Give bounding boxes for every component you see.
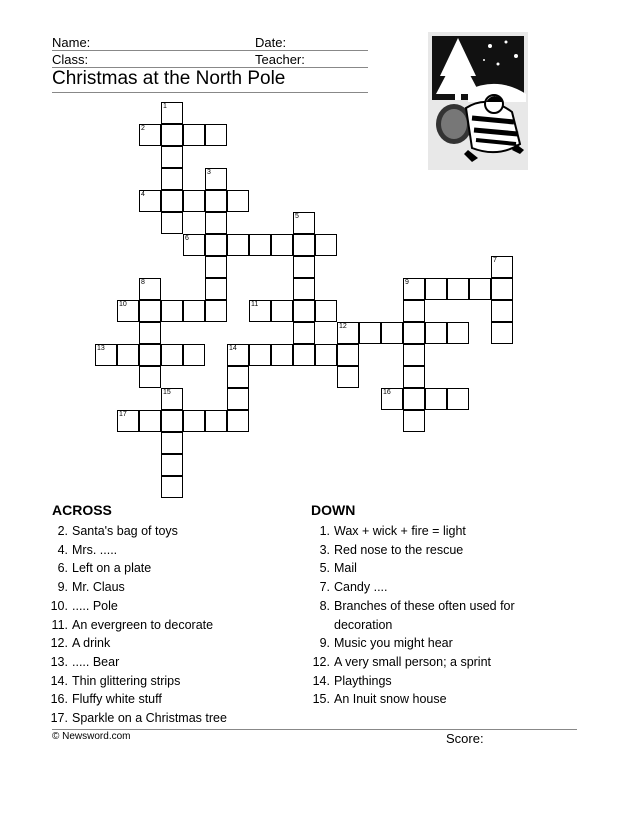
grid-cell[interactable]	[227, 410, 249, 432]
clue-text: ..... Bear	[72, 654, 120, 669]
across-clue	[32, 634, 272, 653]
grid-cell[interactable]	[183, 124, 205, 146]
grid-cell[interactable]	[161, 410, 183, 432]
clue-number-label: 14.	[312, 673, 330, 688]
clue-text: Red nose to the rescue	[334, 542, 464, 557]
clue-text: Left on a plate	[72, 561, 152, 576]
grid-cell[interactable]	[447, 388, 469, 410]
clue-text: An Inuit snow house	[334, 692, 447, 707]
clue-number: 13	[97, 345, 105, 352]
grid-cell[interactable]	[359, 322, 381, 344]
clue-number-label: 12.	[312, 654, 330, 669]
grid-cell[interactable]	[271, 344, 293, 366]
date-label: Date:	[255, 35, 287, 50]
grid-cell[interactable]	[425, 322, 447, 344]
grid-cell[interactable]	[183, 234, 205, 256]
grid-cell[interactable]	[403, 388, 425, 410]
grid-cell[interactable]	[139, 300, 161, 322]
clue-number: 4	[141, 191, 145, 198]
clue-text: Sparkle on a Christmas tree	[72, 711, 227, 726]
grid-cell[interactable]	[139, 124, 161, 146]
clue-number-label: 12.	[50, 636, 68, 651]
down-clue-list	[294, 522, 554, 709]
grid-cell[interactable]	[183, 410, 205, 432]
page-title: Christmas at the North Pole	[52, 68, 286, 89]
grid-cell[interactable]	[205, 168, 227, 190]
down-clue	[294, 578, 554, 597]
clue-text: An evergreen to decorate	[72, 617, 214, 632]
clue-text: A drink	[72, 636, 111, 651]
down-clue	[294, 597, 554, 634]
clue-number: 1	[163, 103, 167, 110]
clue-number-label: 16.	[50, 692, 68, 707]
across-clue	[32, 522, 272, 541]
across-clue	[32, 690, 272, 709]
grid-cell[interactable]	[161, 432, 183, 454]
down-clue	[294, 541, 554, 560]
grid-cell[interactable]	[205, 410, 227, 432]
grid-cell[interactable]	[227, 366, 249, 388]
grid-cell[interactable]	[249, 300, 271, 322]
grid-cell[interactable]	[227, 190, 249, 212]
grid-cell[interactable]	[337, 344, 359, 366]
grid-cell[interactable]	[161, 190, 183, 212]
clue-text: Thin glittering strips	[72, 673, 181, 688]
across-clue	[32, 672, 272, 691]
grid-cell[interactable]	[227, 234, 249, 256]
clue-number: 11	[251, 301, 259, 308]
down-clue	[294, 634, 554, 653]
grid-cell[interactable]	[315, 344, 337, 366]
clue-number-label: 8.	[319, 598, 330, 613]
clue-number-label: 14.	[50, 673, 68, 688]
clue-number-label: 1.	[319, 524, 330, 538]
grid-cell[interactable]	[161, 124, 183, 146]
clue-number: 2	[141, 125, 145, 132]
across-clue	[32, 616, 272, 635]
clue-text: Mr. Claus	[72, 580, 125, 595]
clue-text: Santa's bag of toys	[72, 524, 178, 538]
clue-number: 16	[383, 389, 391, 396]
grid-cell[interactable]	[205, 278, 227, 300]
teacher-label: Teacher:	[255, 52, 305, 67]
clue-number-label: 9.	[57, 580, 68, 595]
clue-number: 8	[141, 279, 145, 286]
grid-cell[interactable]	[271, 234, 293, 256]
grid-cell[interactable]	[183, 190, 205, 212]
grid-cell[interactable]	[117, 300, 139, 322]
grid-cell[interactable]	[447, 322, 469, 344]
grid-cell[interactable]	[117, 410, 139, 432]
clue-number-label: 9.	[319, 636, 330, 651]
across-heading: ACROSS	[52, 502, 112, 518]
name-label: Name:	[52, 35, 91, 50]
clue-number-label: 2.	[57, 524, 68, 538]
grid-cell[interactable]	[403, 410, 425, 432]
down-clue	[294, 690, 554, 709]
down-heading: DOWN	[311, 502, 356, 518]
grid-cell[interactable]	[447, 278, 469, 300]
clue-number-label: 3.	[319, 542, 330, 557]
grid-cell[interactable]	[491, 278, 513, 300]
clue-number-label: 17.	[50, 711, 68, 726]
grid-cell[interactable]	[139, 366, 161, 388]
clue-number: 15	[163, 389, 171, 396]
down-clue	[294, 672, 554, 691]
clue-text: ..... Pole	[72, 598, 118, 613]
clue-number-label: 10.	[50, 598, 68, 613]
clue-number-label: 7.	[319, 580, 330, 595]
clue-number: 3	[207, 169, 211, 176]
grid-cell[interactable]	[249, 344, 271, 366]
grid-cell[interactable]	[491, 322, 513, 344]
grid-cell[interactable]	[227, 344, 249, 366]
clue-number: 7	[493, 257, 497, 264]
clue-number-label: 5.	[319, 561, 330, 576]
clue-text: A very small person; a sprint	[334, 654, 492, 669]
grid-cell[interactable]	[205, 234, 227, 256]
clue-number-label: 15.	[312, 692, 330, 707]
across-clue	[32, 653, 272, 672]
clue-text: Music you might hear	[334, 636, 453, 651]
copyright-text: © Newsword.com	[52, 731, 131, 742]
across-clue	[32, 559, 272, 578]
score-label: Score:	[446, 731, 484, 746]
grid-cell[interactable]	[161, 476, 183, 498]
clue-text: Candy ....	[334, 580, 388, 595]
grid-cell[interactable]	[139, 190, 161, 212]
clue-text: Playthings	[334, 673, 392, 688]
grid-cell[interactable]	[205, 190, 227, 212]
grid-cell[interactable]	[293, 322, 315, 344]
grid-cell[interactable]	[381, 322, 403, 344]
clue-number: 17	[119, 411, 127, 418]
clue-text: Branches of these often used for decoration	[334, 598, 515, 632]
grid-cell[interactable]	[161, 344, 183, 366]
grid-cell[interactable]	[381, 388, 403, 410]
across-clue	[32, 709, 272, 728]
grid-cell[interactable]	[161, 102, 183, 124]
footer-divider	[52, 729, 577, 730]
grid-cell[interactable]	[403, 300, 425, 322]
down-clue	[294, 653, 554, 672]
grid-cell[interactable]	[293, 234, 315, 256]
grid-cell[interactable]	[425, 278, 447, 300]
clue-text: Wax + wick + fire = light	[334, 524, 466, 538]
grid-cell[interactable]	[293, 344, 315, 366]
clue-number: 10	[119, 301, 127, 308]
grid-cell[interactable]	[205, 124, 227, 146]
grid-cell[interactable]	[469, 278, 491, 300]
clue-text: Mail	[334, 561, 357, 576]
grid-cell[interactable]	[205, 256, 227, 278]
grid-cell[interactable]	[161, 388, 183, 410]
clue-number: 14	[229, 345, 237, 352]
grid-cell[interactable]	[293, 278, 315, 300]
grid-cell[interactable]	[337, 322, 359, 344]
grid-cell[interactable]	[293, 212, 315, 234]
grid-cell[interactable]	[403, 278, 425, 300]
clue-number: 12	[339, 323, 347, 330]
across-clue	[32, 578, 272, 597]
grid-cell[interactable]	[491, 300, 513, 322]
grid-cell[interactable]	[293, 256, 315, 278]
grid-cell[interactable]	[161, 300, 183, 322]
clue-text: Mrs. .....	[72, 542, 118, 557]
grid-cell[interactable]	[139, 344, 161, 366]
clue-number-label: 13.	[50, 654, 68, 669]
grid-cell[interactable]	[491, 256, 513, 278]
clue-number-label: 6.	[57, 561, 68, 576]
grid-cell[interactable]	[205, 212, 227, 234]
grid-cell[interactable]	[205, 300, 227, 322]
clue-text: Fluffy white stuff	[72, 692, 162, 707]
across-clue	[32, 597, 272, 616]
down-clue	[294, 522, 554, 541]
grid-cell[interactable]	[117, 344, 139, 366]
grid-cell[interactable]	[315, 300, 337, 322]
grid-cell[interactable]	[161, 454, 183, 476]
grid-cell[interactable]	[249, 234, 271, 256]
grid-cell[interactable]	[403, 366, 425, 388]
grid-cell[interactable]	[183, 344, 205, 366]
grid-cell[interactable]	[139, 410, 161, 432]
clue-number: 9	[405, 279, 409, 286]
grid-cell[interactable]	[337, 366, 359, 388]
grid-cell[interactable]	[293, 300, 315, 322]
grid-cell[interactable]	[425, 388, 447, 410]
clue-number-label: 11.	[51, 617, 68, 632]
clue-number: 6	[185, 235, 189, 242]
across-clue-list	[32, 522, 272, 728]
grid-cell[interactable]	[315, 234, 337, 256]
grid-cell[interactable]	[161, 146, 183, 168]
grid-cell[interactable]	[183, 300, 205, 322]
grid-cell[interactable]	[403, 344, 425, 366]
clue-number-label: 4.	[57, 542, 68, 557]
across-clue	[32, 541, 272, 560]
down-clue	[294, 559, 554, 578]
grid-cell[interactable]	[139, 278, 161, 300]
grid-cell[interactable]	[161, 212, 183, 234]
grid-cell[interactable]	[227, 388, 249, 410]
grid-cell[interactable]	[95, 344, 117, 366]
grid-cell[interactable]	[403, 322, 425, 344]
class-label: Class:	[52, 52, 89, 67]
clue-number: 5	[295, 213, 299, 220]
grid-cell[interactable]	[139, 322, 161, 344]
grid-cell[interactable]	[161, 168, 183, 190]
grid-cell[interactable]	[271, 300, 293, 322]
